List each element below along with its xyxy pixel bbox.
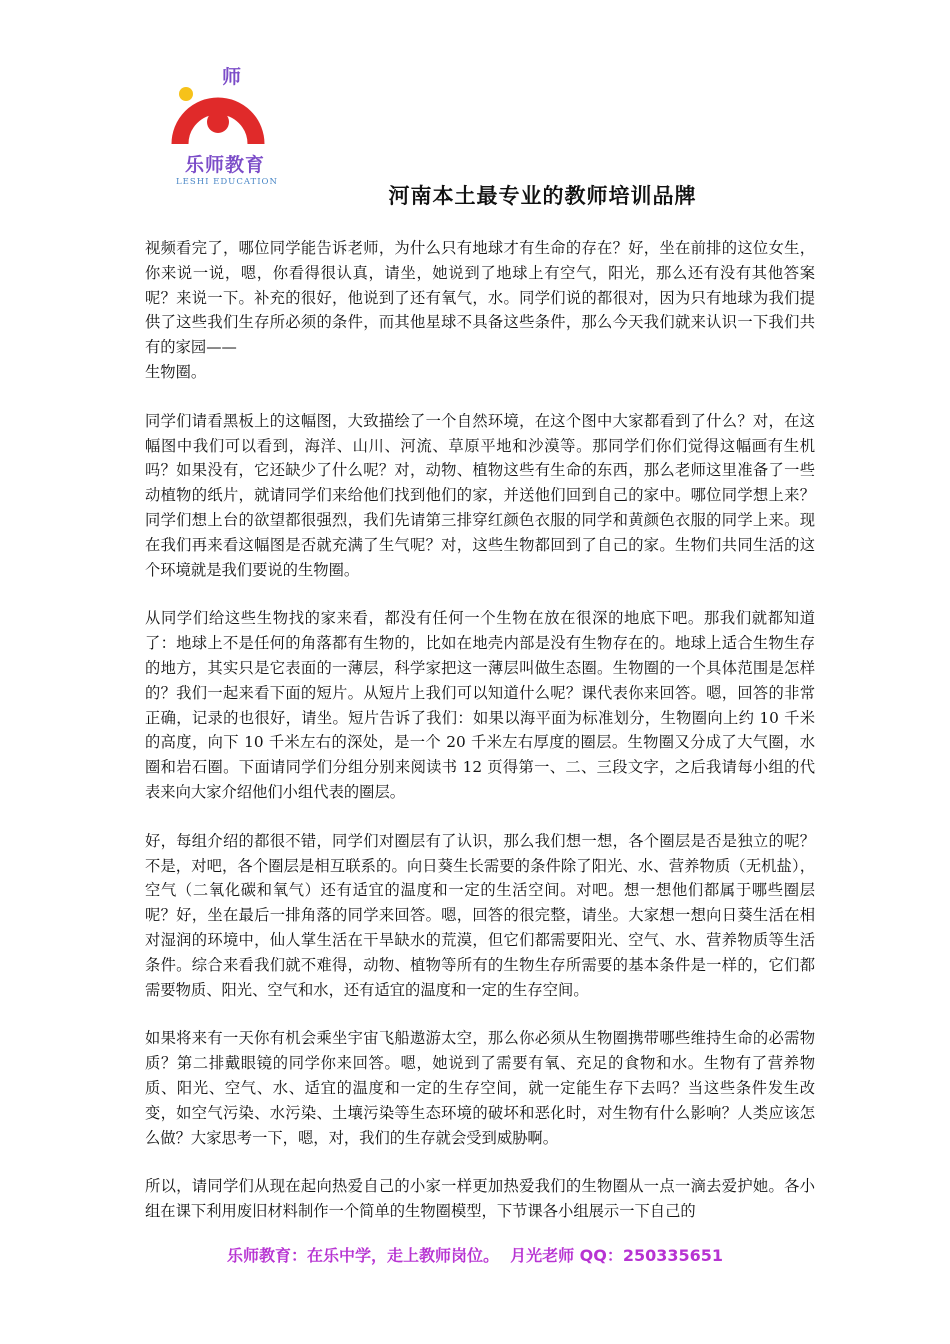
logo-english-name: LESHI EDUCATION <box>176 177 278 187</box>
logo-shi-character: 师 <box>222 66 242 88</box>
paragraph-4: 好，每组介绍的都很不错，同学们对圈层有了认识，那么我们想一想，各个圈层是否是独立的呢？不是，对吧，各个圈层是相互联系的。向日葵生长需要的条件除了阳光、水、营养物质（无机盐），空气（二氧化碳和氧气）还有适宜的温度和一定的生活空间。对吧。想一想他们都属于哪些圈层呢？好，坐在最后一排角落的同学来回答。嗯，回答的很完整，请坐。大家想一想向日葵生活在相对湿润的环境中，仙人掌生活在干旱缺水的荒漠，但它们都需要阳光、空气、水、营养物质等生活条件。综合来看我们就不难得，动物、植物等所有的生物生存所需要的基本条件是一样的，它们都需要物质、阳光、空气和水，还有适宜的温度和一定的生存空间。 <box>145 831 815 999</box>
document-body <box>145 236 815 1248</box>
footer-contact-line: 乐师教育：在乐中学，走上教师岗位。 月光老师 QQ：250335651 <box>226 1246 724 1265</box>
paragraph-2: 同学们请看黑板上的这幅图，大致描绘了一个自然环境，在这个图中大家都看到了什么？对，在这幅图中我们可以看到，海洋、山川、河流、草原平地和沙漠等。那同学们你们觉得这幅画有生机吗？如果没有，它还缺少了什么呢？对，动物、植物这些有生命的东西，那么老师这里准备了一些动植物的纸片，就请同学们来给他们找到他们的家，并送他们回到自己的家中。哪位同学想上来？同学们想上台的欲望都很强烈，我们先请第三排穿红颜色衣服的同学和黄颜色衣服的同学上来。现在我们再来看这幅图是否就充满了生气呢？对，这些生物都回到了自己的家。生物们共同生活的这个环境就是我们要说的生物圈。 <box>145 411 815 579</box>
brand-slogan-heading: 河南本土最专业的教师培训品牌 <box>388 183 697 208</box>
paragraph-5: 如果将来有一天你有机会乘坐宇宙飞船遨游太空，那么你必须从生物圈携带哪些维持生命的必需物质？第二排戴眼镜的同学你来回答。嗯，她说到了需要有氧、充足的食物和水。生物有了营养物质、阳光、空气、水、适宜的温度和一定的生存空间，就一定能生存下去吗？当这些条件发生改变，如空气污染、水污染、土壤污染等生态环境的破坏和恶化时，对生物有什么影响？人类应该怎么做？大家思考一下，嗯，对，我们的生存就会受到威胁啊。 <box>145 1029 815 1147</box>
paragraph-1: 视频看完了，哪位同学能告诉老师，为什么只有地球才有生命的存在？好，坐在前排的这位女生，你来说一说，嗯，你看得很认真，请坐，她说到了地球上有空气，阳光，那么还有没有其他答案呢？来说一下。补充的很好，他说到了还有氧气，水。同学们说的都很对，因为只有地球为我们提供了这些我们生存所必须的条件，而其他星球不具备这些条件，那么今天我们就来认识一下我们共有的家园—— 生物圈。 <box>145 239 815 381</box>
logo-name: 乐师教育 <box>184 154 265 176</box>
paragraph-3: 从同学们给这些生物找的家来看，都没有任何一个生物在放在很深的地底下吧。那我们就都知道了：地球上不是任何的角落都有生物的，比如在地壳内部是没有生物存在的。地球上适合生物生存的地方，其实只是它表面的一薄层，科学家把这一薄层叫做生态圈。生物圈的一个具体范围是怎样的？我们一起来看下面的短片。从短片上我们可以知道什么呢？课代表你来回答。嗯，回答的非常正确，记录的也很好，请坐。短片告诉了我们：如果以海平面为标准划分，生物圈向上约 10 千米的高度，向下 10 千米左右的深处，是一个 20 千米左右厚度的圈层。生物圈又分成了大气圈，水圈和岩石圈。下面请同学们分组分别来阅读书 12 页得第一、二、三段文字，之后我请每小组的代表来向大家介绍他们小组代表的圈层。 <box>145 609 815 801</box>
logo-mark-icon <box>170 82 270 152</box>
paragraph-6: 所以，请同学们从现在起向热爱自己的小家一样更加热爱我们的生物圈从一点一滴去爱护她。各小组在课下利用废旧材料制作一个简单的生物圈模型，下节课各小组展示一下自己的 <box>145 1177 815 1221</box>
